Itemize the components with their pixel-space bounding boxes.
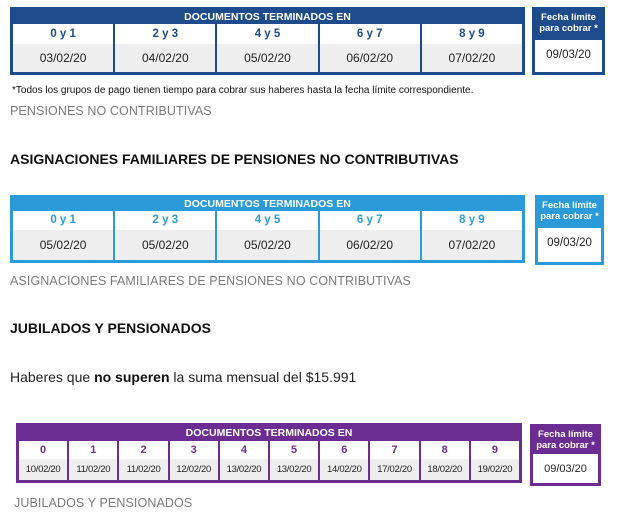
payment-date: 05/02/20 <box>115 230 215 260</box>
payment-date: 04/02/20 <box>115 44 215 72</box>
document-ending-label: 7 <box>370 441 418 459</box>
payment-date: 11/02/20 <box>119 459 167 480</box>
payment-date: 18/02/20 <box>421 459 469 480</box>
document-ending-label: 3 <box>170 441 218 459</box>
payment-group-column <box>19 441 67 480</box>
payment-group-column <box>318 211 420 260</box>
payment-date: 03/02/20 <box>13 44 113 72</box>
document-ending-label: 4 y 5 <box>217 24 317 44</box>
payment-group-column <box>215 211 317 260</box>
payment-date: 10/02/20 <box>19 459 67 480</box>
payment-group-column <box>318 24 420 72</box>
payment-date: 13/02/20 <box>270 459 318 480</box>
pensiones-table <box>10 7 525 75</box>
document-ending-label: 4 <box>220 441 268 459</box>
payment-date: 17/02/20 <box>370 459 418 480</box>
document-ending-label: 6 y 7 <box>320 24 420 44</box>
payment-group-column <box>113 211 215 260</box>
payment-date: 07/02/20 <box>422 44 522 72</box>
document-ending-label: 9 <box>471 441 519 459</box>
limit-date-box <box>532 7 605 75</box>
payment-date: 06/02/20 <box>320 230 420 260</box>
document-ending-label: 1 <box>69 441 117 459</box>
paragraph-text-bold: no superen <box>94 369 170 385</box>
payment-group-column <box>117 441 167 480</box>
document-ending-label: 0 y 1 <box>13 24 113 44</box>
payment-group-column <box>268 441 318 480</box>
payment-date: 13/02/20 <box>220 459 268 480</box>
payment-group-column <box>420 211 522 260</box>
document-ending-label: 8 y 9 <box>422 24 522 44</box>
payment-group-column <box>368 441 418 480</box>
table-header: DOCUMENTOS TERMINADOS EN <box>13 10 522 24</box>
paragraph-text-before: Haberes que <box>10 369 95 385</box>
asignaciones-table <box>10 195 525 263</box>
payment-group-column <box>420 24 522 72</box>
paragraph-haberes <box>10 369 356 385</box>
limit-date-header: Fecha límite para cobrar * <box>533 427 598 454</box>
payment-date: 05/02/20 <box>217 230 317 260</box>
payment-date: 05/02/20 <box>217 44 317 72</box>
caption-jubilados: JUBILADOS Y PENSIONADOS <box>14 496 193 510</box>
payment-group-column <box>215 24 317 72</box>
document-ending-label: 6 <box>320 441 368 459</box>
heading-asignaciones: ASIGNACIONES FAMILIARES DE PENSIONES NO CONTRIBUTIVAS <box>10 151 459 167</box>
document-ending-label: 2 y 3 <box>115 24 215 44</box>
payment-date: 12/02/20 <box>170 459 218 480</box>
jubilados-table <box>16 423 522 483</box>
payment-date: 06/02/20 <box>320 44 420 72</box>
limit-date-value: 09/03/20 <box>547 237 592 249</box>
limit-date-box <box>530 424 601 486</box>
payment-group-column <box>67 441 117 480</box>
limit-date-header: Fecha límite para cobrar * <box>535 10 602 40</box>
payment-group-column <box>469 441 519 480</box>
payment-group-column <box>218 441 268 480</box>
payment-group-column <box>13 24 113 72</box>
footnote: *Todos los grupos de pago tienen tiempo para cobrar sus haberes hasta la fecha límite correspondiente. <box>12 85 474 96</box>
table-header: DOCUMENTOS TERMINADOS EN <box>19 426 519 441</box>
payment-group-column <box>168 441 218 480</box>
payment-group-column <box>419 441 469 480</box>
payment-group-column <box>13 211 113 260</box>
document-ending-label: 5 <box>270 441 318 459</box>
document-ending-label: 6 y 7 <box>320 211 420 230</box>
paragraph-text-after: la suma mensual del $15.991 <box>169 369 357 385</box>
document-ending-label: 0 y 1 <box>13 211 113 230</box>
document-ending-label: 0 <box>19 441 67 459</box>
limit-date-value: 09/03/20 <box>546 49 591 61</box>
payment-group-column <box>318 441 368 480</box>
payment-date: 05/02/20 <box>13 230 113 260</box>
payment-date: 14/02/20 <box>320 459 368 480</box>
caption-pensiones: PENSIONES NO CONTRIBUTIVAS <box>10 104 212 118</box>
document-ending-label: 2 y 3 <box>115 211 215 230</box>
heading-jubilados: JUBILADOS Y PENSIONADOS <box>10 320 211 336</box>
caption-asignaciones: ASIGNACIONES FAMILIARES DE PENSIONES NO CONTRIBUTIVAS <box>10 274 411 288</box>
payment-date: 19/02/20 <box>471 459 519 480</box>
table-header: DOCUMENTOS TERMINADOS EN <box>13 198 522 211</box>
document-ending-label: 2 <box>119 441 167 459</box>
payment-date: 07/02/20 <box>422 230 522 260</box>
limit-date-header: Fecha límite para cobrar * <box>538 198 601 228</box>
document-ending-label: 8 y 9 <box>422 211 522 230</box>
document-ending-label: 8 <box>421 441 469 459</box>
limit-date-value: 09/03/20 <box>544 463 587 475</box>
payment-date: 11/02/20 <box>69 459 117 480</box>
payment-group-column <box>113 24 215 72</box>
document-ending-label: 4 y 5 <box>217 211 317 230</box>
limit-date-box <box>535 195 604 265</box>
